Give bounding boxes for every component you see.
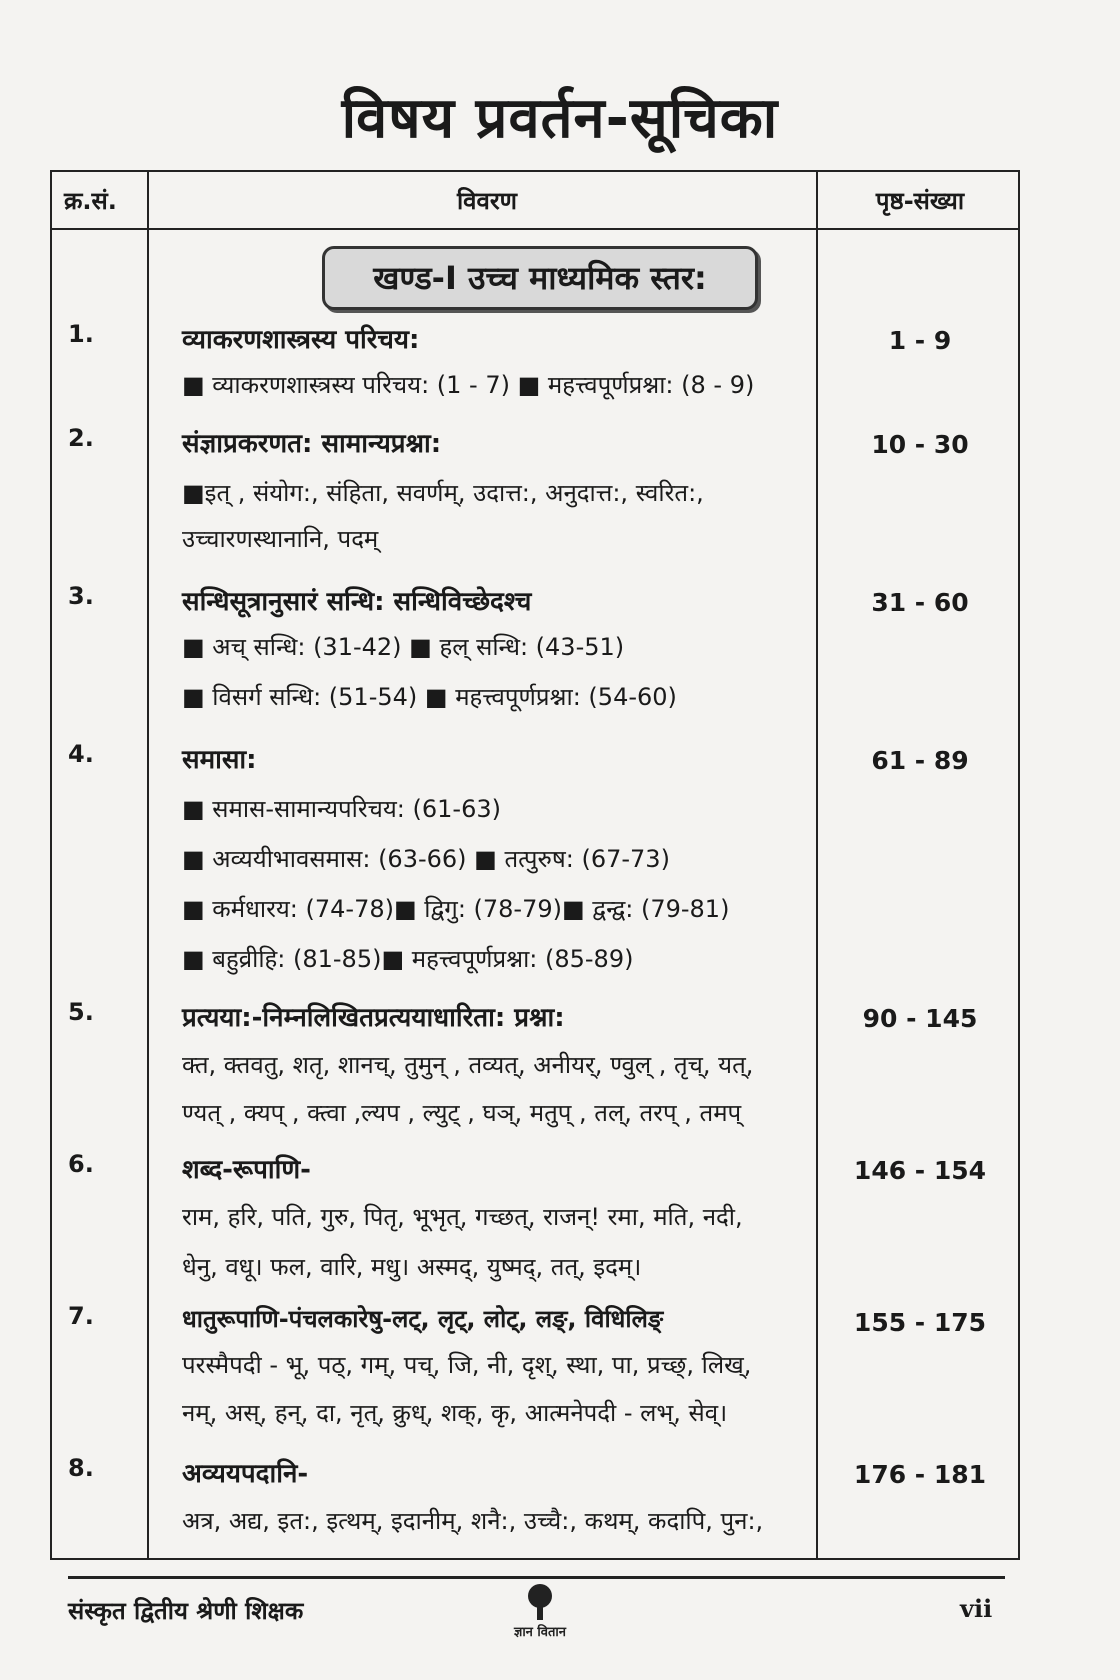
entry-pages: 90 - 145 xyxy=(862,1004,978,1033)
entry-pages: 146 - 154 xyxy=(853,1156,987,1185)
entry-detail: परस्मैपदी - भू, पठ्, गम्, पच्, जि, नी, दृश्, स्था, पा, प्रच्छ्, लिख्, xyxy=(182,1351,752,1379)
header-pages: पृष्ठ-संख्या xyxy=(875,187,965,215)
entry-detail: क्त, क्तवतु, शतृ, शानच्, तुमुन् , तव्यत्, अनीयर्, ण्वुल् , तृच्, यत्, xyxy=(182,1051,754,1079)
entry-title: व्याकरणशास्त्रस्य परिचय: xyxy=(182,325,420,355)
entry-detail: राम, हरि, पति, गुरु, पितृ, भूभृत्, गच्छत्, राजन्! रमा, मति, नदी, xyxy=(182,1203,743,1231)
entry-title: शब्द-रूपाणि- xyxy=(182,1155,311,1185)
entry-detail: ■ कर्मधारय: (74-78)■ द्विगु: (78-79)■ द्वन्द्व: (79-81) xyxy=(182,895,730,923)
column-divider xyxy=(816,172,818,1558)
entry-detail: ■ विसर्ग सन्धि: (51-54) ■ महत्त्वपूर्णप्रश्ना: (54-60) xyxy=(182,683,677,711)
entry-detail: अत्र, अद्य, इत:, इत्थम्, इदानीम्, शनै:, उच्चै:, कथम्, कदापि, पुन:, xyxy=(182,1507,764,1535)
entry-detail: धेनु, वधू। फल, वारि, मधु। अस्मद्, युष्मद्, तत्, इदम्। xyxy=(182,1253,642,1281)
entry-detail: उच्चारणस्थानानि, पदम् xyxy=(182,525,379,553)
section-banner: खण्ड-I उच्च माध्यमिक स्तर: xyxy=(322,246,758,310)
entry-title: धातुरूपाणि-पंचलकारेषु-लट्, लृट्, लोट्, लङ्, विधिलिङ् xyxy=(182,1305,664,1333)
toc-table xyxy=(50,170,1020,1560)
entry-pages: 10 - 30 xyxy=(871,430,969,459)
entry-detail: ■इत् , संयोग:, संहिता, सवर्णम्, उदात्त:, अनुदात्त:, स्वरित:, xyxy=(182,479,704,507)
entry-number: 2. xyxy=(68,424,94,452)
column-divider xyxy=(147,172,149,1558)
entry-detail: ■ अच् सन्धि: (31-42) ■ हल् सन्धि: (43-51) xyxy=(182,633,625,661)
footer-book-title: संस्कृत द्वितीय श्रेणी शिक्षक xyxy=(68,1597,304,1625)
entry-number: 8. xyxy=(68,1454,94,1482)
header-sno: क्र.सं. xyxy=(64,187,117,215)
header-description: विवरण xyxy=(456,187,518,215)
publisher-logo xyxy=(510,1580,570,1650)
entry-detail: नम्, अस्, हन्, दा, नृत्, क्रुध्, शक्, कृ, आत्मनेपदी - लभ्, सेव्। xyxy=(182,1399,728,1427)
entry-pages: 176 - 181 xyxy=(853,1460,987,1489)
entry-title: संज्ञाप्रकरणत: सामान्यप्रश्ना: xyxy=(182,429,442,459)
entry-number: 6. xyxy=(68,1150,94,1178)
entry-number: 4. xyxy=(68,740,94,768)
page-number: vii xyxy=(960,1594,993,1623)
tree-icon xyxy=(510,1580,570,1650)
entry-detail: ण्यत् , क्यप् , क्त्वा ,ल्यप , ल्युट् , घञ्, मतुप् , तल्, तरप् , तमप् xyxy=(182,1099,742,1127)
entry-title: सन्धिसूत्रानुसारं सन्धि: सन्धिविच्छेदश्च xyxy=(182,587,532,617)
entry-detail: ■ व्याकरणशास्त्रस्य परिचय: (1 - 7) ■ महत्त्वपूर्णप्रश्ना: (8 - 9) xyxy=(182,371,755,399)
entry-detail: ■ बहुव्रीहि: (81-85)■ महत्त्वपूर्णप्रश्ना: (85-89) xyxy=(182,945,634,973)
logo-text: ज्ञान वितान xyxy=(513,1625,567,1640)
entry-number: 5. xyxy=(68,998,94,1026)
entry-detail: ■ अव्ययीभावसमास: (63-66) ■ तत्पुरुष: (67-73) xyxy=(182,845,670,873)
footer-divider xyxy=(68,1576,1005,1579)
entry-pages: 1 - 9 xyxy=(888,326,952,355)
entry-title: प्रत्यया:-निम्नलिखितप्रत्ययाधारिता: प्रश्ना: xyxy=(182,1003,565,1033)
page-title: विषय प्रवर्तन-सूचिका xyxy=(341,86,779,151)
entry-number: 1. xyxy=(68,320,94,348)
header-divider xyxy=(52,228,1018,230)
entry-pages: 31 - 60 xyxy=(871,588,969,617)
entry-title: अव्ययपदानि- xyxy=(182,1459,309,1489)
entry-detail: ■ समास-सामान्यपरिचय: (61-63) xyxy=(182,795,501,823)
entry-title: समासा: xyxy=(182,745,257,775)
entry-number: 7. xyxy=(68,1302,94,1330)
entry-number: 3. xyxy=(68,582,94,610)
entry-pages: 155 - 175 xyxy=(853,1308,987,1337)
entry-pages: 61 - 89 xyxy=(871,746,969,775)
